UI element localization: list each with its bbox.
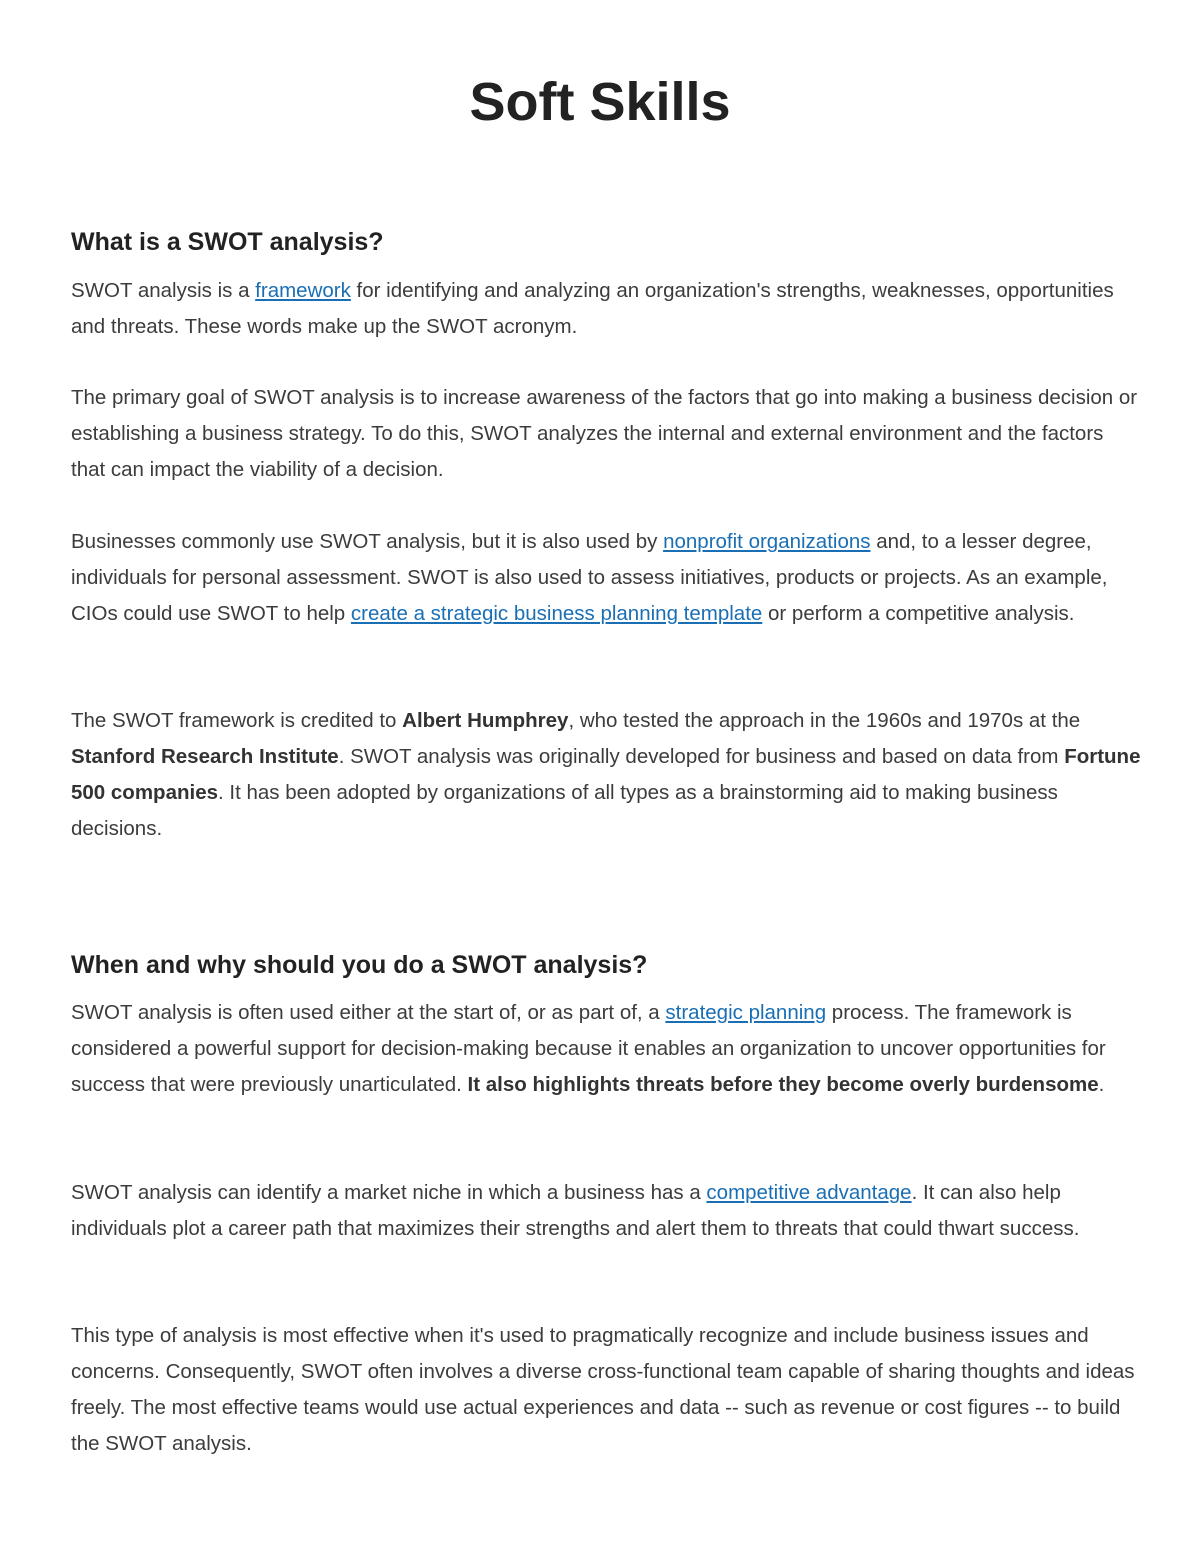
text-run: The SWOT framework is credited to — [71, 709, 403, 732]
text-run: for identifying and analyzing an organization's strengths, weaknesses, opportunities and threats. These words make up the SWOT acronym. — [71, 279, 1114, 338]
page-title: Soft Skills — [469, 72, 731, 132]
text-run: or perform a competitive analysis. — [762, 602, 1075, 625]
link-competitive-advantage[interactable]: competitive advantage — [706, 1181, 912, 1204]
text-run: process. The framework is considered a powerful support for decision-making because it enables an organization to uncover opportunities for success that were previously unarticulated. — [71, 1001, 1106, 1096]
text-run: and, to a lesser degree, individuals for personal assessment. SWOT is also used to assess initiatives, products or projects. As an example, CIOs could use SWOT to help — [71, 530, 1108, 625]
paragraph-most-effective: This type of analysis is most effective when it's used to pragmatically recognize and include business issues and concerns. Consequently, SWOT often involves a diverse cross-functional team capable of sharing thoughts and ideas freely. The most effective teams would use actual experiences and data -- such as revenue or cost figures -- to build the SWOT analysis. — [71, 1324, 1135, 1455]
bold-albert-humphrey: Albert Humphrey — [402, 709, 569, 732]
text-run: SWOT analysis is often used either at the start of, or as part of, a — [71, 1001, 666, 1024]
paragraph-swot-definition — [71, 273, 1141, 345]
text-run: . SWOT analysis was originally developed for business and based on data from — [338, 745, 1065, 768]
text-run: SWOT analysis can identify a market niche in which a business has a — [71, 1181, 707, 1204]
link-strategic-planning-template[interactable]: create a strategic business planning template — [350, 602, 763, 625]
paragraph-market-niche — [71, 1175, 1141, 1247]
paragraph-strategic-planning — [71, 995, 1141, 1103]
paragraph-business-usage — [71, 524, 1141, 632]
section-heading-when-why-swot: When and why should you do a SWOT analysis? — [71, 951, 648, 979]
bold-highlights-threats: It also highlights threats before they become overly burdensome — [467, 1073, 1099, 1096]
text-run: . — [1098, 1073, 1105, 1096]
text-run: SWOT analysis is a — [71, 279, 256, 302]
text-run: . It has been adopted by organizations of all types as a brainstorming aid to making business decisions. — [71, 781, 1058, 840]
text-run: , who tested the approach in the 1960s and 1970s at the — [568, 709, 1081, 732]
link-strategic-planning[interactable]: strategic planning — [665, 1001, 827, 1024]
link-framework[interactable]: framework — [255, 279, 351, 302]
bold-fortune-500: Fortune 500 companies — [71, 745, 1141, 804]
section-heading-what-is-swot: What is a SWOT analysis? — [71, 228, 384, 256]
bold-stanford-research-institute: Stanford Research Institute — [71, 745, 339, 768]
paragraph-primary-goal: The primary goal of SWOT analysis is to increase awareness of the factors that go into making a business decision or establishing a business strategy. To do this, SWOT analyzes the internal and external environment and the factors that can impact the viability of a decision. — [71, 386, 1138, 481]
text-run: . It can also help individuals plot a career path that maximizes their strengths and alert them to threats that could thwart success. — [71, 1181, 1080, 1240]
text-run: Businesses commonly use SWOT analysis, but it is also used by — [71, 530, 664, 553]
paragraph-swot-history — [71, 703, 1141, 847]
link-nonprofit-organizations[interactable]: nonprofit organizations — [663, 530, 871, 553]
